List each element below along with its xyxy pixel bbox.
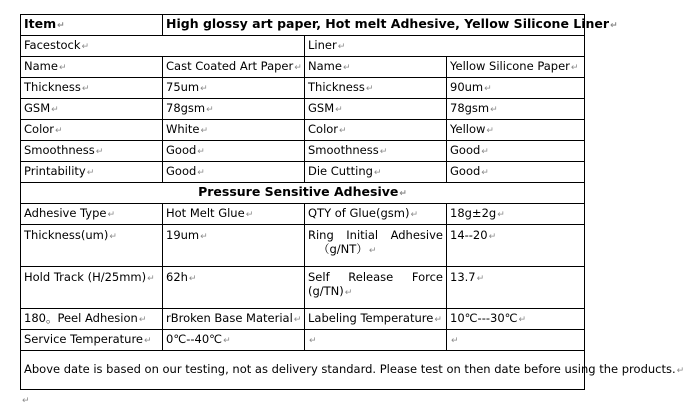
adhesive-property-value: 18g±2g↵ bbox=[447, 204, 585, 225]
adhesive-value: Hot Melt Glue↵ bbox=[163, 204, 305, 225]
liner-label: Thickness↵ bbox=[305, 78, 447, 99]
property-label-line-2: （g/NT） bbox=[318, 242, 368, 256]
table-row bbox=[21, 309, 585, 330]
adhesive-property-label: QTY of Glue(gsm)↵ bbox=[305, 204, 447, 225]
adhesive-value: 0℃--40℃↵ bbox=[163, 330, 305, 351]
paragraph-mark: ↵ bbox=[22, 396, 30, 406]
adhesive-property-label: Self Release Force (g/TN)↵ bbox=[305, 267, 447, 309]
adhesive-property-label: ↵ bbox=[305, 330, 447, 351]
adhesive-label: Adhesive Type↵ bbox=[21, 204, 163, 225]
facestock-label: Thickness↵ bbox=[21, 78, 163, 99]
note-row bbox=[21, 351, 585, 390]
table-row bbox=[21, 225, 585, 267]
facestock-heading: Facestock↵ bbox=[21, 36, 305, 57]
liner-label: Smoothness↵ bbox=[305, 141, 447, 162]
facestock-value: 75um↵ bbox=[163, 78, 305, 99]
product-title-cell: High glossy art paper, Hot melt Adhesive, Yellow Silicone Liner↵ bbox=[163, 15, 585, 36]
facestock-value: 78gsm↵ bbox=[163, 99, 305, 120]
liner-label: Name↵ bbox=[305, 57, 447, 78]
liner-value: Good↵ bbox=[447, 162, 585, 183]
adhesive-value: 19um↵ bbox=[163, 225, 305, 267]
adhesive-label: 180。Peel Adhesion↵ bbox=[21, 309, 163, 330]
section-row bbox=[21, 36, 585, 57]
liner-label: Color↵ bbox=[305, 120, 447, 141]
table-row bbox=[21, 57, 585, 78]
liner-value: Yellow↵ bbox=[447, 120, 585, 141]
table-row bbox=[21, 99, 585, 120]
facestock-label: Smoothness↵ bbox=[21, 141, 163, 162]
adhesive-property-label: Ring Initial Adhesive （g/NT）↵ bbox=[305, 225, 447, 267]
facestock-value: White↵ bbox=[163, 120, 305, 141]
adhesive-section-title: Pressure Sensitive Adhesive↵ bbox=[21, 183, 585, 204]
table-row bbox=[21, 141, 585, 162]
adhesive-property-value: 13.7↵ bbox=[447, 267, 585, 309]
item-header-cell: Item↵ bbox=[21, 15, 163, 36]
property-label-line-1: Self Release Force bbox=[308, 270, 443, 284]
liner-value: Good↵ bbox=[447, 141, 585, 162]
table-row bbox=[21, 330, 585, 351]
liner-heading: Liner↵ bbox=[305, 36, 585, 57]
facestock-label: Printability↵ bbox=[21, 162, 163, 183]
property-label-line-1: Ring Initial Adhesive bbox=[308, 228, 443, 242]
disclaimer-note: Above date is based on our testing, not as delivery standard. Please test on then date before using the products.↵ bbox=[21, 351, 585, 390]
adhesive-label: Service Temperature↵ bbox=[21, 330, 163, 351]
liner-label: Die Cutting↵ bbox=[305, 162, 447, 183]
table-row bbox=[21, 267, 585, 309]
adhesive-section-row bbox=[21, 183, 585, 204]
facestock-label: Color↵ bbox=[21, 120, 163, 141]
liner-label: GSM↵ bbox=[305, 99, 447, 120]
liner-value: Yellow Silicone Paper↵ bbox=[447, 57, 585, 78]
table-row bbox=[21, 204, 585, 225]
table-row bbox=[21, 120, 585, 141]
adhesive-property-value: 10℃---30℃↵ bbox=[447, 309, 585, 330]
adhesive-property-label: Labeling Temperature↵ bbox=[305, 309, 447, 330]
property-label-line-2: (g/TN) bbox=[308, 284, 344, 298]
facestock-value: Good↵ bbox=[163, 141, 305, 162]
adhesive-property-value: 14--20↵ bbox=[447, 225, 585, 267]
adhesive-property-value: ↵ bbox=[447, 330, 585, 351]
table-row bbox=[21, 162, 585, 183]
adhesive-value: rBroken Base Material↵ bbox=[163, 309, 305, 330]
adhesive-label: Hold Track (H/25mm)↵ bbox=[21, 267, 163, 309]
liner-value: 90um↵ bbox=[447, 78, 585, 99]
facestock-value: Good↵ bbox=[163, 162, 305, 183]
table-row bbox=[21, 78, 585, 99]
adhesive-value: 62h↵ bbox=[163, 267, 305, 309]
header-row bbox=[21, 15, 585, 36]
spec-table bbox=[20, 14, 684, 390]
facestock-label: Name↵ bbox=[21, 57, 163, 78]
facestock-label: GSM↵ bbox=[21, 99, 163, 120]
adhesive-label: Thickness(um)↵ bbox=[21, 225, 163, 267]
facestock-value: Cast Coated Art Paper↵ bbox=[163, 57, 305, 78]
liner-value: 78gsm↵ bbox=[447, 99, 585, 120]
